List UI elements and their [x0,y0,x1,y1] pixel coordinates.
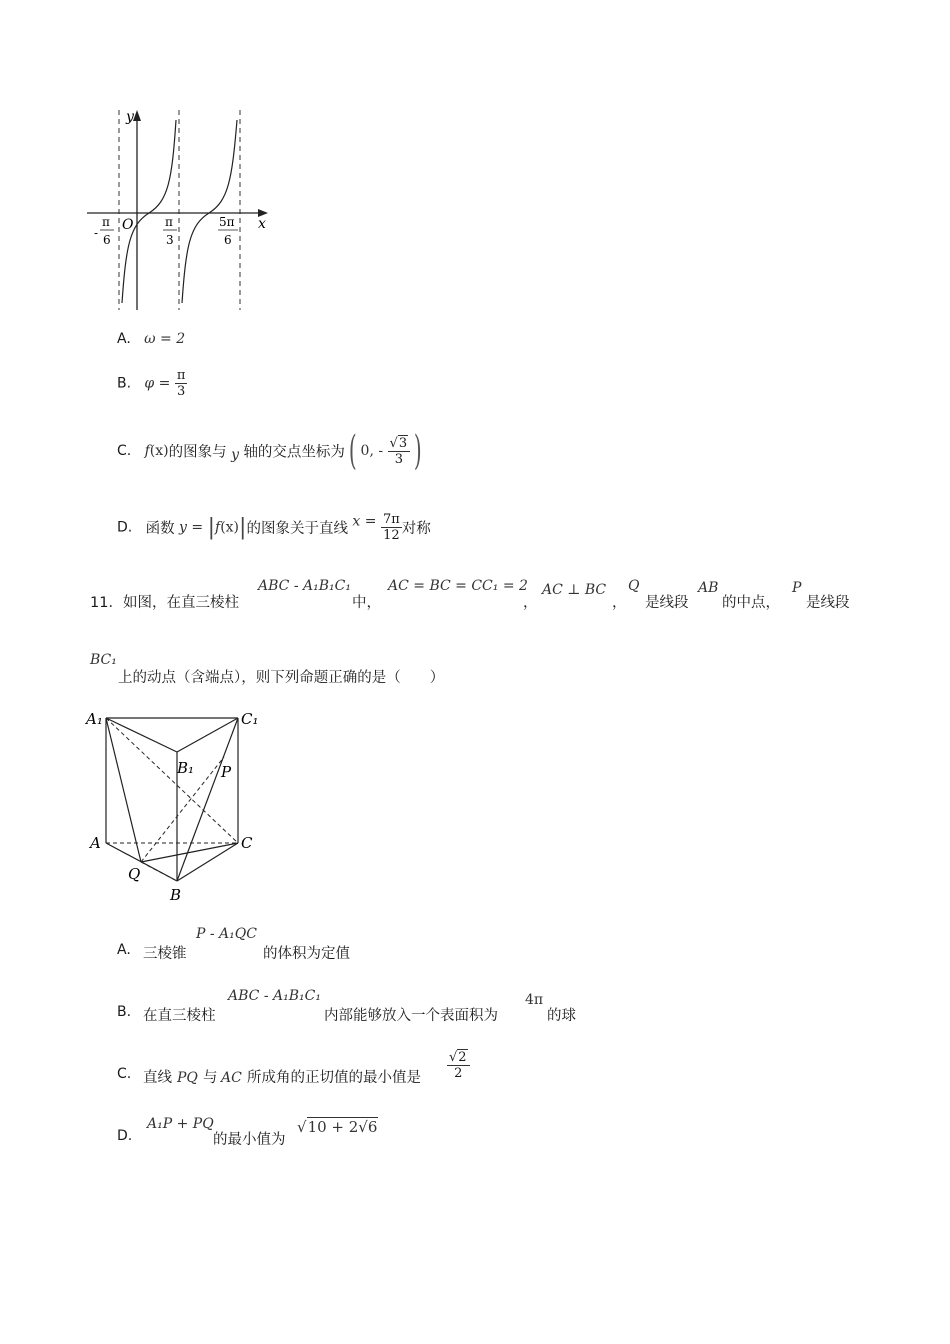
option-a-math: ω = 2 [144,331,186,347]
q11-prism: ABC - A₁B₁C₁ [258,578,351,594]
q11-ab: AB [698,580,719,596]
c-text1: 的图象与 [168,444,227,461]
option-label: C. [117,1066,132,1082]
c-x: (x) [149,443,169,459]
q11-p: P [792,580,802,596]
option-b-fraction: $\frac{\pi}{3}$ [176,368,186,399]
q11-bc1: BC₁ [90,652,117,668]
a-text2: 的体积为定值 [263,946,350,962]
q10-option-b[interactable] [117,368,187,399]
q11-option-a[interactable] [117,926,617,960]
option-b-lhs: φ = [144,375,171,392]
d-x: (x) [220,519,240,536]
label-c: C [241,834,253,852]
q11-option-c[interactable] [117,1050,717,1090]
tick-neg-pi: π [102,215,110,229]
d-math: A₁P + PQ [147,1116,214,1132]
d-sqrt: √10 + 2√6 [297,1118,378,1136]
tick-neg-six: 6 [103,233,111,247]
q11-stem-line2 [90,652,590,686]
c-f: f [144,443,150,459]
c-y: y [231,447,239,463]
d-fraction: $\frac{7\pi}{12}$ [382,512,400,543]
c-fraction: $\frac{√2}{2}$ [447,1050,470,1081]
c-text3: 所成角的正切值的最小值是 [247,1070,421,1086]
b-math: ABC - A₁B₁C₁ [228,988,321,1004]
c-math1: PQ [177,1070,198,1086]
d-y: y = [179,519,204,536]
c-text2: 轴的交点坐标为 [243,444,345,461]
q11-eq2: AC ⊥ BC [542,582,607,598]
c-text2: 与 [203,1070,218,1086]
label-a: A [90,834,101,852]
a-text1: 三棱锥 [143,946,187,962]
tick-pi3-den: 3 [166,233,174,247]
q11-option-b[interactable] [117,988,717,1022]
label-b: B [170,886,182,904]
d-text1: 的最小值为 [213,1132,286,1148]
q11-eq1: AC = BC = CC₁ = 2 [388,578,528,594]
option-label: A. [117,331,131,347]
q11-q: Q [628,578,640,594]
label-b1: B₁ [177,759,195,777]
d-f: f [215,519,221,536]
q11-t6: 是线段 [806,595,850,611]
b-text2: 内部能够放入一个表面积为 [324,1008,498,1024]
tick-5pi6-num: 5π [219,215,235,229]
q11-t7: 上的动点（含端点），则下列命题正确的是（ ） [118,670,445,686]
option-label: B. [117,375,132,392]
d-text3: 对称 [401,521,431,537]
c-math2: AC [221,1070,242,1086]
q10-option-c[interactable]: C. f(x)的图象与 y 轴的交点坐标为( 0, - $\frac{√3}{3}$ ) [117,428,422,474]
c-fraction: $\frac{√3}{3}$ [388,436,411,467]
d-xeq: x = [352,513,377,530]
q11-option-d[interactable] [117,1112,617,1146]
q10-option-a[interactable] [117,331,185,347]
option-label: D. [117,519,133,536]
a-math: P - A₁QC [196,926,257,942]
x-axis-label: x [258,216,266,232]
d-text1: 函数 [145,521,175,537]
label-c1: C₁ [241,710,259,728]
tick-pi3-num: π [165,215,173,229]
q11-stem-line1 [90,578,870,611]
b-math2: 4π [525,992,544,1008]
option-label: D. [117,1128,133,1144]
prism-figure [84,705,274,905]
c-text1: 直线 [143,1070,172,1086]
q11-number: 11．如图，在直三棱柱 [90,595,239,611]
c-coord: 0, - [360,443,384,459]
q11-t1: 中， [352,595,381,611]
option-label: C. [117,443,132,459]
option-label: B. [117,1004,132,1020]
function-graph [82,105,282,315]
y-axis-label: y [126,109,134,125]
b-text1: 在直三棱柱 [143,1008,216,1024]
b-text3: 的球 [547,1008,576,1024]
label-p: P [221,763,232,781]
label-q: Q [128,865,141,883]
q10-option-d[interactable]: D. 函数 y = |f(x)|的图象关于直线 x = $\frac{7\pi}{12}$ 对称 [117,512,431,543]
origin-label: O [122,217,134,233]
tick-5pi6-den: 6 [224,233,232,247]
q11-t5: 的中点， [722,595,780,611]
tick-neg-sign: - [94,226,99,240]
q11-t2: ， [523,595,538,611]
q11-t3: ， [612,595,627,611]
label-a1: A₁ [86,710,103,728]
q11-t4: 是线段 [645,595,689,611]
option-label: A. [117,942,131,958]
d-text2: 的图象关于直线 [246,521,348,537]
